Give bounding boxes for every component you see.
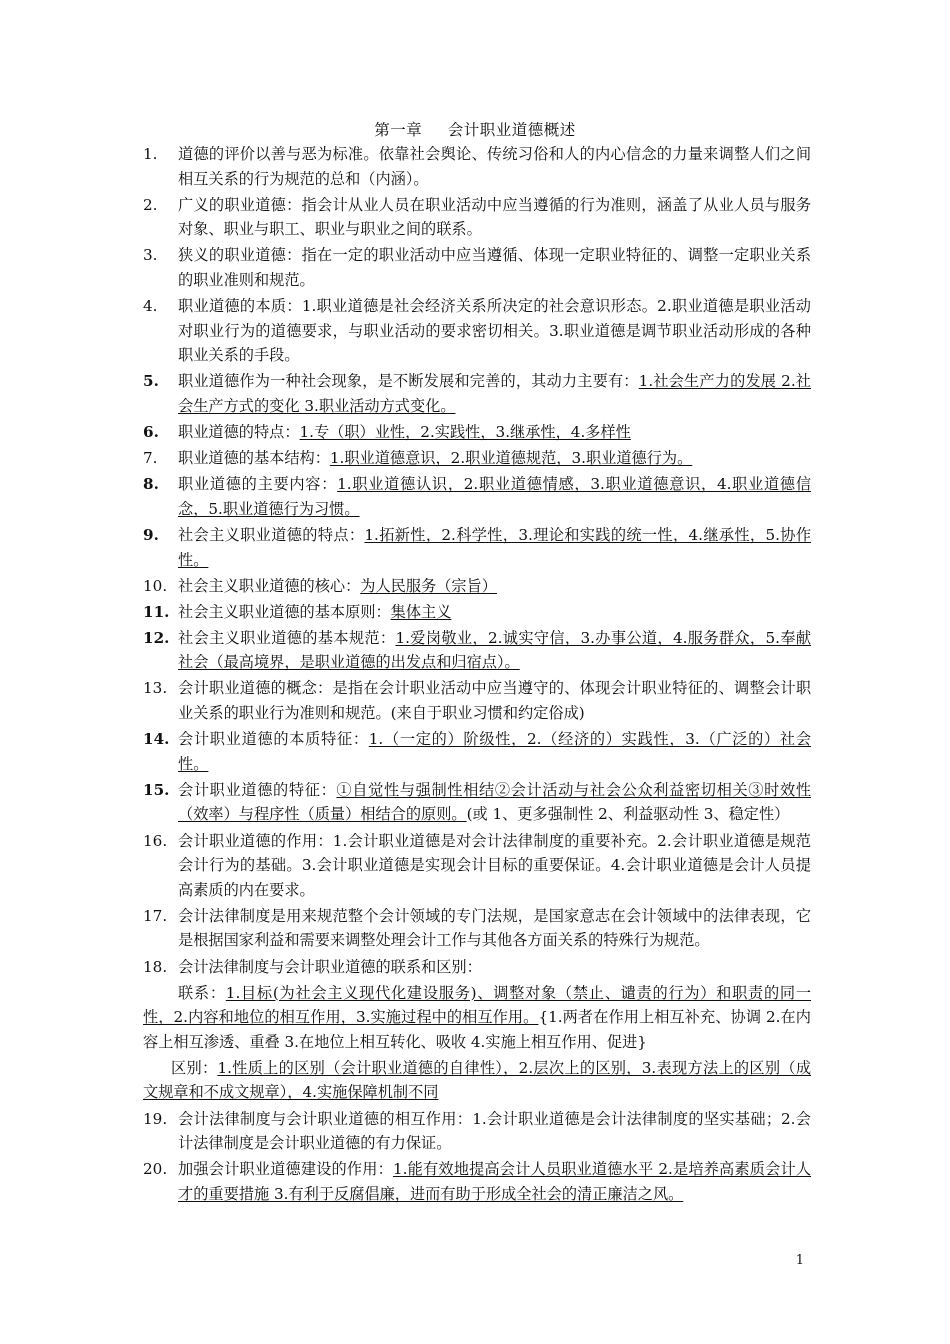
item-key-points: 1.职业道德意识，2.职业道德规范，3.职业道德行为。 xyxy=(329,449,693,468)
list-item xyxy=(143,369,811,418)
chapter-name: 会计职业道德概述 xyxy=(447,121,576,139)
item-number: 3. xyxy=(143,246,158,265)
item-number: 17. xyxy=(143,906,168,925)
item-text xyxy=(178,574,811,599)
list-item xyxy=(143,574,811,599)
item-lead: 职业道德的主要内容： xyxy=(178,475,338,494)
relation-paragraph xyxy=(143,981,811,1055)
item-text: 职业道德的本质：1.职业道德是社会经济关系所决定的社会意识形态。2.职业道德是职业活动对职业行为的道德要求，与职业活动的要求密切相关。3.职业道德是调节职业活动形成的各种职业关系的手段。 xyxy=(178,297,811,365)
document-body xyxy=(143,142,811,1208)
item-number: 2. xyxy=(143,195,158,214)
item-text xyxy=(178,1157,811,1206)
item-key-points: 1.拓新性，2.科学性，3.理论和实践的统一性，4.继承性，5.协作性。 xyxy=(178,525,812,569)
list-item xyxy=(143,1107,811,1156)
item-number: 8. xyxy=(143,475,159,494)
item-lead: 社会主义职业道德的特点： xyxy=(178,525,365,544)
item-number: 15. xyxy=(143,780,170,799)
item-key-points: 1.能有效地提高会计人员职业道德水平 2.是培养高素质会计人才的重要措施 3.有利于反腐倡廉，进而有助于形成全社会的清正廉洁之风。 xyxy=(178,1160,812,1203)
item-text: 广义的职业道德：指会计从业人员在职业活动中应当遵循的行为准则，涵盖了从业人员与服务对象、职业与职工、职业与职业之间的联系。 xyxy=(178,195,811,239)
item-lead: 会计职业道德的本质特征： xyxy=(178,730,369,749)
page-number: 1 xyxy=(795,1253,804,1268)
item-text: 会计法律制度与会计职业道德的相互作用：1.会计职业道德是会计法律制度的坚实基础；2.会计法律制度是会计职业道德的有力保证。 xyxy=(178,1109,811,1153)
list-item xyxy=(143,904,811,953)
list-item xyxy=(143,446,811,471)
item-text xyxy=(178,472,811,521)
difference-paragraph xyxy=(143,1056,811,1105)
item-number: 11. xyxy=(143,602,170,621)
list-item xyxy=(143,243,811,292)
item-key-points: 集体主义 xyxy=(390,602,452,621)
difference-key-points: 1.性质上的区别（会计职业道德的自律性），2.层次上的区别，3.表现方法上的区别（成文规章和不成文规章），4.实施保障机制不同 xyxy=(143,1058,812,1102)
item-key-points: 1.爱岗敬业，2.诚实守信，3.办事公道，4.服务群众，5.奉献社会（最高境界，是职业道德的出发点和归宿点）。 xyxy=(178,628,812,672)
relation-key-points: 1.目标(为社会主义现代化建设服务)、调整对象（禁止、谴责的行为）和职责的同一性，2.内容和地位的相互作用，3.实施过程中的相互作用。 xyxy=(143,983,812,1027)
list-item xyxy=(143,626,811,675)
list-item xyxy=(143,420,811,445)
item-key-points: 1.职业道德认识，2.职业道德情感，3.职业道德意识，4.职业道德信念，5.职业道德行为习惯。 xyxy=(178,475,812,518)
item-text xyxy=(178,523,811,572)
list-item xyxy=(143,294,811,368)
item-text xyxy=(178,369,811,418)
list-item xyxy=(143,727,811,776)
item-comment: (或 1、更多强制性 2、利益驱动性 3、稳定性） xyxy=(466,805,790,824)
list-item xyxy=(143,829,811,903)
item-number: 16. xyxy=(143,831,168,850)
item-text xyxy=(178,727,811,776)
item-text: 会计职业道德的作用：1.会计职业道德是对会计法律制度的重要补充。2.会计职业道德是规范会计行为的基础。3.会计职业道德是实现会计目标的重要保证。4.会计职业道德是会计人员提高素质的内在要求。 xyxy=(178,831,811,899)
item-number: 10. xyxy=(143,576,168,595)
item-lead: 会计职业道德的特征： xyxy=(178,780,337,799)
item-lead: 加强会计职业道德建设的作用： xyxy=(178,1160,393,1179)
item-number: 5. xyxy=(143,372,159,391)
item-text xyxy=(178,600,811,625)
list-item xyxy=(143,955,811,980)
item-number: 7. xyxy=(143,449,158,468)
chapter-number: 第一章 xyxy=(374,121,423,139)
item-number: 18. xyxy=(143,957,168,976)
item-lead: 社会主义职业道德的核心： xyxy=(178,576,361,595)
item-text xyxy=(178,778,811,827)
item-key-points: 1.专（职）业性，2.实践性，3.继承性，4.多样性 xyxy=(299,423,631,442)
chapter-title xyxy=(0,118,950,140)
list-item xyxy=(143,523,811,572)
item-number: 1. xyxy=(143,145,158,163)
list-item xyxy=(143,142,811,191)
item-number: 4. xyxy=(143,297,158,316)
item-text xyxy=(178,446,811,471)
item-number: 9. xyxy=(143,525,159,544)
item-lead: 职业道德作为一种社会现象，是不断发展和完善的，其动力主要有： xyxy=(178,372,639,391)
item-text: 狭义的职业道德：指在一定的职业活动中应当遵循、体现一定职业特征的、调整一定职业关系的职业准则和规范。 xyxy=(178,246,811,289)
difference-label: 区别： xyxy=(171,1058,218,1077)
item-number: 19. xyxy=(143,1109,168,1128)
item-lead: 社会主义职业道德的基本原则： xyxy=(178,602,391,621)
item-text: 会计法律制度是用来规范整个会计领域的专门法规，是国家意志在会计领域中的法律表现，它是根据国家利益和需要来调整处理会计工作与其他各方面关系的特殊行为规范。 xyxy=(178,906,811,950)
list-item xyxy=(143,778,811,827)
list-item xyxy=(143,600,811,625)
item-number: 6. xyxy=(143,423,159,442)
item-lead: 社会主义职业道德的基本规范： xyxy=(178,628,396,647)
item-text xyxy=(178,420,811,445)
item-key-points: 为人民服务（宗旨） xyxy=(360,576,497,595)
relation-comment: {1.两者在作用上相互补充、协调 2.在内容上相互渗透、重叠 3.在地位上相互转化、吸收 4.实施上相互作用、促进} xyxy=(143,1008,811,1051)
item-number: 14. xyxy=(143,730,170,749)
item-key-points: ①自觉性与强制性相结②会计活动与社会公众利益密切相关③时效性（效率）与程序性（质量）相结合的原则。 xyxy=(178,780,812,824)
item-number: 13. xyxy=(143,679,168,698)
item-lead: 职业道德的特点： xyxy=(178,423,300,442)
relation-label: 联系： xyxy=(178,983,226,1002)
item-key-points: 1.社会生产力的发展 2.社会生产方式的变化 3.职业活动方式变化。 xyxy=(178,372,811,415)
list-item xyxy=(143,193,811,242)
list-item xyxy=(143,676,811,725)
item-number: 12. xyxy=(143,628,170,647)
item-key-points: 1.（一定的）阶级性，2.（经济的）实践性，3.（广泛的）社会性。 xyxy=(178,730,812,773)
item-text: 会计法律制度与会计职业道德的联系和区别： xyxy=(178,957,482,976)
item-lead: 职业道德的基本结构： xyxy=(178,449,330,468)
list-item xyxy=(143,1157,811,1206)
item-number: 20. xyxy=(143,1160,168,1179)
item-text: 道德的评价以善与恶为标准。依靠社会舆论、传统习俗和人的内心信念的力量来调整人们之间相互关系的行为规范的总和（内涵）。 xyxy=(178,145,811,188)
item-text xyxy=(178,626,811,675)
item-text: 会计职业道德的概念：是指在会计职业活动中应当遵守的、体现会计职业特征的、调整会计职业关系的职业行为准则和规范。(来自于职业习惯和约定俗成) xyxy=(178,679,811,723)
list-item xyxy=(143,472,811,521)
